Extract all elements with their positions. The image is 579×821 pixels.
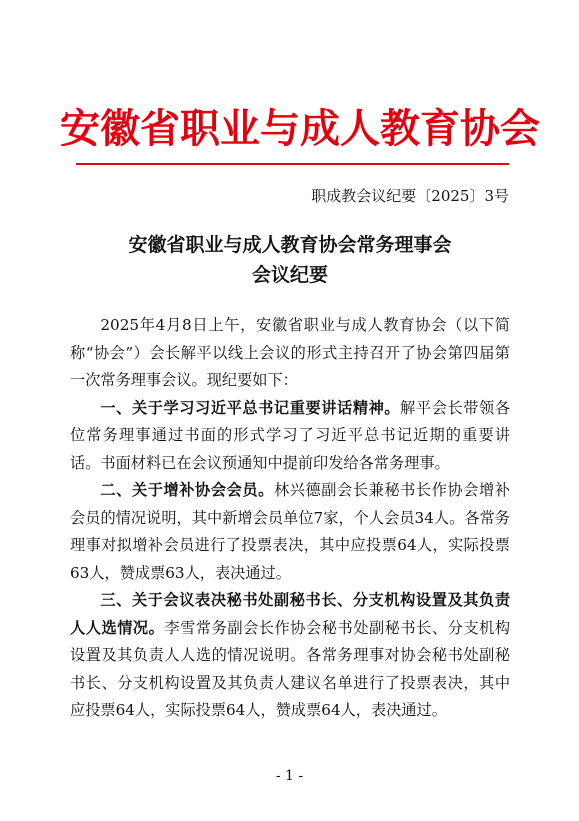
body-paragraph [70, 477, 510, 587]
paragraph-text: 李雪常务副会长作协会秘书处副秘书长、分支机构设置及其负责人人选的情况说明。各常务理事对协会秘书处副秘书长、分支机构设置及其负责人建议名单进行了投票表决，其中应投票64人，实际投票64人，赞成票64人，表决通过。 [70, 618, 511, 719]
paragraph-heading: 三、关于会议表决秘书处副秘书长、分支机构设置及其负责人人选情况。 [70, 591, 510, 637]
paragraph-text: 解平会长带领各位常务理事通过书面的形式学习了习近平总书记近期的重要讲话。书面材料已在会议预通知中提前印发给各常务理事。 [70, 398, 511, 472]
paragraph-text: 林兴德副会长兼秘书长作协会增补会员的情况说明，其中新增会员单位7家，个人会员34人。各常务理事对拟增补会员进行了投票表决，其中应投票64人，实际投票63人，赞成票63人，表决通过。 [70, 481, 511, 582]
masthead-title: 安徽省职业与成人教育协会 [60, 105, 540, 152]
document-body [70, 312, 510, 725]
document-title-line-1: 安徽省职业与成人教育协会常务理事会 [128, 234, 452, 256]
page-number: - 1 - [275, 768, 304, 784]
paragraph-heading: 一、关于学习习近平总书记重要讲话精神。 [100, 398, 401, 417]
paragraph-text: 2025年4月8日上午，安徽省职业与成人教育协会（以下简称“协会”）会长解平以线上会议的形式主持召开了协会第四届第一次常务理事会议。现纪要如下： [70, 316, 510, 389]
body-paragraph [70, 587, 510, 725]
paragraph-heading: 二、关于增补协会会员。 [100, 481, 274, 499]
document-number: 职成教会议纪要〔2025〕3号 [311, 187, 509, 205]
body-paragraph [70, 312, 510, 395]
document-title-line-2: 会议纪要 [251, 264, 328, 286]
masthead-rule [76, 163, 509, 165]
body-paragraph [70, 395, 510, 478]
